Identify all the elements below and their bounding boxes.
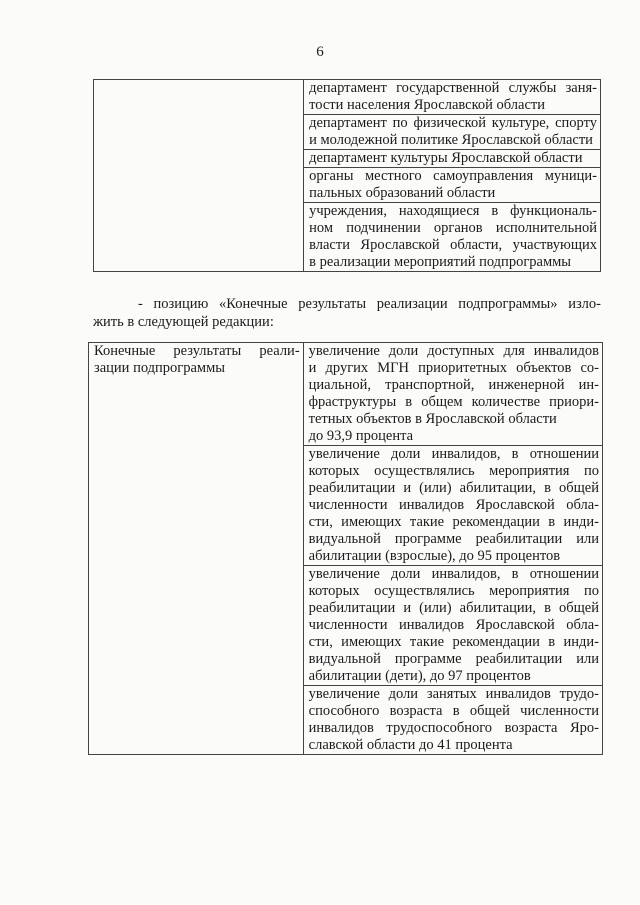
- cell-line: видуальной программе реабилитации или: [308, 651, 599, 667]
- cell-line: увеличение доли инвалидов, в отношении: [308, 566, 599, 582]
- cell-line: реабилитации и (или) абилитации, в общей: [308, 600, 599, 616]
- table-cell: [303, 343, 602, 446]
- cell-line: и молодежной политике Ярославской области: [309, 132, 593, 148]
- table-cell: [304, 80, 601, 115]
- cell-line: тетных объектов в Ярославской области: [308, 411, 557, 427]
- cell-line: Конечные результаты реали-: [94, 343, 300, 359]
- cell-line: увеличение доли доступных для инвалидов: [308, 343, 599, 359]
- body-paragraph: [93, 295, 601, 331]
- results-label-cell: [89, 343, 304, 755]
- cell-line: которых осуществлялись мероприятия по: [308, 583, 599, 599]
- cell-line: которых осуществлялись мероприятия по: [308, 463, 599, 479]
- cell-line: славской области до 41 процента: [308, 737, 513, 753]
- cell-line: учреждения, находящиеся в функциональ-: [309, 203, 597, 219]
- cell-line: тости населения Ярославской области: [309, 97, 545, 113]
- paragraph-line: - позицию «Конечные результаты реализации подпрограммы» изло-: [138, 296, 601, 312]
- cell-line: реабилитации и (или) абилитации, в общей: [308, 480, 599, 496]
- cell-line: зации подпрограммы: [94, 360, 226, 376]
- empty-left-cell: [94, 80, 304, 272]
- cell-line: органы местного самоуправления муници-: [309, 168, 597, 184]
- table-cell: [304, 115, 601, 150]
- table-cell: [303, 446, 602, 566]
- table-cell: [303, 686, 602, 755]
- table-cell: [304, 150, 601, 168]
- table-cell: [304, 203, 601, 272]
- responsible-executors-table: [93, 79, 601, 272]
- cell-line: пальных образований области: [309, 185, 496, 201]
- cell-line: сти, имеющих такие рекомендации в инди-: [308, 634, 599, 650]
- table-row: [94, 80, 601, 115]
- table-row: [89, 343, 603, 446]
- cell-line: власти Ярославской области, участвующих: [309, 237, 597, 253]
- cell-line: увеличение доли занятых инвалидов трудо-: [308, 686, 599, 702]
- cell-line: в реализации мероприятий подпрограммы: [309, 254, 572, 270]
- cell-line: сти, имеющих такие рекомендации в инди-: [308, 514, 599, 530]
- cell-line: абилитации (дети), до 97 процентов: [308, 668, 531, 684]
- cell-line: департамент по физической культуре, спорту: [309, 115, 597, 131]
- cell-line: и других МГН приоритетных объектов со-: [308, 360, 599, 376]
- cell-line: департамент государственной службы заня-: [309, 80, 597, 96]
- cell-line: до 93,9 процента: [308, 428, 414, 444]
- cell-line: фраструктуры в общем количестве приори-: [308, 394, 599, 410]
- cell-line: ном подчинении органов исполнительной: [309, 220, 597, 236]
- table-cell: [303, 566, 602, 686]
- page-number: 6: [316, 44, 324, 60]
- cell-line: инвалидов трудоспособного возраста Яро-: [308, 720, 599, 736]
- cell-line: департамент культуры Ярославской области: [309, 150, 583, 166]
- cell-line: видуальной программе реабилитации или: [308, 531, 599, 547]
- cell-line: циальной, транспортной, инженерной ин-: [308, 377, 599, 393]
- paragraph-line: жить в следующей редакции:: [93, 314, 274, 330]
- cell-line: численности инвалидов Ярославской обла-: [308, 497, 599, 513]
- cell-line: способного возраста в общей численности: [308, 703, 599, 719]
- table-cell: [304, 168, 601, 203]
- cell-line: увеличение доли инвалидов, в отношении: [308, 446, 599, 462]
- cell-line: численности инвалидов Ярославской обла-: [308, 617, 599, 633]
- final-results-table: [88, 342, 603, 755]
- cell-line: абилитации (взрослые), до 95 процентов: [308, 548, 561, 564]
